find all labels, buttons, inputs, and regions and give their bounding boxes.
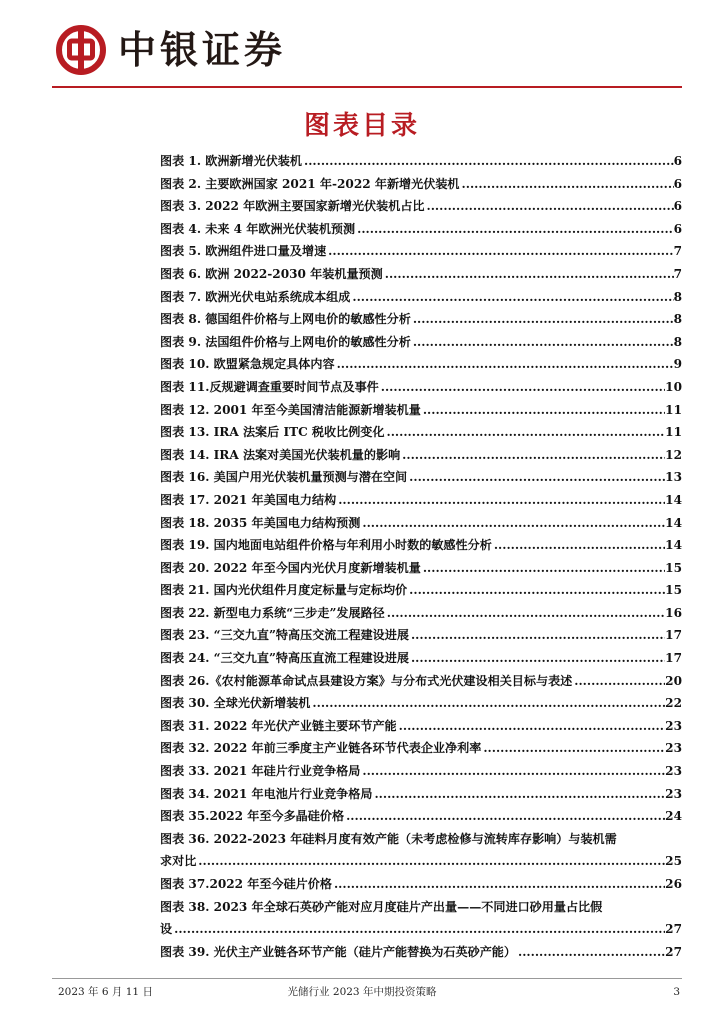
toc-entry[interactable] [160,873,682,896]
toc-entry-page: 26 [665,877,682,891]
toc-entry-text: 图表 26.《农村能源革命试点县建设方案》与分布式光伏建设相关目标与表述 [160,673,573,688]
toc-entry-page: 27 [665,922,682,937]
toc-entry[interactable] [160,534,682,557]
toc-entry[interactable] [160,579,682,602]
toc-entry[interactable] [160,670,682,693]
toc-entry-page: 15 [665,583,682,598]
toc-entry[interactable] [160,466,682,489]
toc-dot-leader [355,218,673,241]
toc-entry-page: 10 [665,379,682,394]
toc-entry-text: 图表 1. 欧洲新增光伏装机 [160,154,302,168]
toc-entry-page: 13 [665,470,682,485]
toc-dot-leader [335,353,674,376]
toc-dot-leader [411,331,674,354]
toc-entry-text: 图表 19. 国内地面电站组件价格与年利用小时数的敏感性分析 [160,538,492,553]
toc-entry[interactable] [160,286,682,309]
toc-dot-leader [409,624,665,647]
toc-entry-page: 14 [665,515,682,530]
toc-entry[interactable] [160,692,682,715]
toc-dot-leader [516,941,665,964]
toc-dot-leader [360,512,665,535]
toc-dot-leader [379,376,665,399]
toc-entry-page: 23 [665,718,682,733]
toc-entry-page: 6 [673,199,682,214]
toc-entry[interactable] [160,218,682,241]
toc-entry-page: 22 [665,696,682,711]
toc-dot-leader [360,760,665,783]
toc-entry-text: 图表 32. 2022 年前三季度主产业链各环节代表企业净利率 [160,741,482,756]
brand-name: 中银证券 [118,28,287,72]
toc-entry-text: 图表 35.2022 年至今多晶硅价格 [160,809,345,824]
toc-entry-page: 11 [665,425,682,440]
toc-dot-leader [407,579,665,602]
toc-entry[interactable] [160,647,682,670]
toc-entry-page: 23 [665,741,682,756]
toc-dot-leader [326,240,673,263]
toc-entry[interactable] [160,896,682,941]
toc-entry-page: 23 [665,786,682,801]
toc-dot-leader [421,399,665,422]
toc-entry-text: 图表 11.反规避调查重要时间节点及事件 [160,379,379,394]
toc-entry-text: 图表 18. 2035 年美国电力结构预测 [160,515,361,530]
toc-entry[interactable] [160,331,682,354]
toc-entry-page: 17 [665,651,682,666]
toc-entry[interactable] [160,557,682,580]
toc-entry-text-continued: 求对比 [160,854,197,869]
toc-entry[interactable] [160,173,682,196]
toc-entry[interactable] [160,624,682,647]
toc-entry-page: 14 [665,492,682,507]
toc-dot-leader [196,850,665,873]
toc-entry-text: 图表 30. 全球光伏新增装机 [160,696,311,711]
toc-dot-leader [344,805,665,828]
toc-dot-leader [302,150,674,173]
toc-entry-page: 17 [665,628,682,643]
toc-dot-leader [492,534,665,557]
toc-entry[interactable] [160,512,682,535]
toc-entry-text: 图表 22. 新型电力系统“三步走”发展路径 [160,605,385,620]
toc-entry[interactable] [160,263,682,286]
toc-entry-text: 图表 12. 2001 年至今美国清洁能源新增装机量 [160,402,421,417]
toc-entry-text: 图表 21. 国内光伏组件月度定标量与定标均价 [160,583,408,598]
footer-report-title: 光储行业 2023 年中期投资策略 [287,986,437,998]
toc-entry-text: 图表 17. 2021 年美国电力结构 [160,492,337,507]
toc-entry-text: 图表 7. 欧洲光伏电站系统成本组成 [160,289,351,304]
toc-entry[interactable] [160,240,682,263]
toc-entry-text: 图表 36. 2022-2023 年硅料月度有效产能（未考虑检修与流转库存影响）与装机需 [160,831,617,846]
figure-toc-list [160,150,682,963]
toc-entry[interactable] [160,308,682,331]
toc-entry[interactable] [160,737,682,760]
toc-entry-page: 24 [665,809,682,824]
toc-dot-leader [350,286,673,309]
toc-entry-text: 图表 4. 未来 4 年欧洲光伏装机预测 [160,221,356,236]
toc-entry-text: 图表 38. 2023 年全球石英砂产能对应月度硅片产出量——不同进口砂用量占比假 [160,899,603,914]
toc-entry-page: 8 [673,312,682,327]
toc-entry[interactable] [160,399,682,422]
toc-dot-leader [383,263,674,286]
toc-entry[interactable] [160,602,682,625]
page-header [52,22,692,78]
toc-dot-leader [409,647,665,670]
toc-entry-text: 图表 24. “三交九直”特高压直流工程建设进展 [160,651,409,666]
toc-entry[interactable] [160,783,682,806]
toc-dot-leader [481,737,665,760]
toc-dot-leader [310,692,665,715]
toc-entry-text: 图表 13. IRA 法案后 ITC 税收比例变化 [160,425,385,440]
toc-entry-page: 8 [673,289,682,304]
toc-entry-text: 图表 34. 2021 年电池片行业竞争格局 [160,786,373,801]
toc-entry-page: 25 [665,854,682,869]
toc-dot-leader [332,873,665,896]
toc-entry[interactable] [160,760,682,783]
toc-entry-page: 12 [665,447,682,462]
toc-title: 图表目录 [303,111,420,141]
toc-entry[interactable] [160,444,682,467]
toc-entry-page: 8 [673,334,682,349]
toc-entry-page: 11 [665,402,682,417]
toc-entry-page: 14 [665,538,682,553]
toc-entry-text: 图表 6. 欧洲 2022-2030 年装机量预测 [160,266,383,281]
toc-dot-leader [407,466,665,489]
toc-entry-page: 23 [665,764,682,779]
toc-entry[interactable] [160,828,682,873]
toc-entry-text: 图表 16. 美国户用光伏装机量预测与潜在空间 [160,470,408,485]
toc-entry-text: 图表 23. “三交九直”特高压交流工程建设进展 [160,628,409,643]
toc-entry[interactable] [160,353,682,376]
toc-entry-text: 图表 39. 光伏主产业链各环节产能（硅片产能替换为石英砂产能） [160,944,516,959]
toc-entry[interactable] [160,376,682,399]
toc-entry[interactable] [160,805,682,828]
toc-entry-page: 7 [673,266,682,281]
footer-page-number: 3 [673,986,680,998]
toc-entry[interactable] [160,150,682,173]
toc-entry-text-continued: 设 [160,922,173,937]
bank-of-china-logo-icon [55,24,107,76]
toc-entry-text: 图表 14. IRA 法案对美国光伏装机量的影响 [160,447,401,462]
toc-entry-page: 6 [673,154,682,168]
toc-dot-leader [172,918,665,941]
toc-entry-text: 图表 20. 2022 年至今国内光伏月度新增装机量 [160,560,421,575]
toc-entry-text: 图表 10. 欧盟紧急规定具体内容 [160,357,335,372]
toc-entry-text: 图表 2. 主要欧洲国家 2021 年-2022 年新增光伏装机 [160,176,460,191]
toc-dot-leader [400,444,665,467]
toc-dot-leader [385,602,665,625]
toc-entry-text: 图表 33. 2021 年硅片行业竞争格局 [160,764,361,779]
toc-entry[interactable] [160,421,682,444]
toc-entry-text: 图表 31. 2022 年光伏产业链主要环节产能 [160,718,397,733]
toc-dot-leader [421,557,665,580]
toc-entry-page: 9 [673,357,682,372]
footer-date: 2023 年 6 月 11 日 [58,986,153,998]
footer-divider [52,978,682,979]
toc-entry-page: 15 [665,560,682,575]
header-divider [52,86,682,88]
toc-entry-page: 16 [665,605,682,620]
toc-entry-page: 6 [673,221,682,236]
toc-dot-leader [411,308,674,331]
toc-dot-leader [397,715,666,738]
toc-entry-page: 27 [665,944,682,959]
toc-entry-text: 图表 5. 欧洲组件进口量及增速 [160,244,327,259]
toc-entry[interactable] [160,195,682,218]
toc-entry-text: 图表 37.2022 年至今硅片价格 [160,877,332,891]
toc-entry[interactable] [160,715,682,738]
toc-dot-leader [372,783,665,806]
toc-dot-leader [385,421,666,444]
toc-entry[interactable] [160,941,682,964]
toc-dot-leader [336,489,665,512]
toc-dot-leader [425,195,674,218]
toc-entry-page: 7 [673,244,682,259]
toc-dot-leader [460,173,674,196]
toc-dot-leader [572,670,665,693]
toc-entry-text: 图表 3. 2022 年欧洲主要国家新增光伏装机占比 [160,199,425,214]
toc-entry-page: 6 [673,176,682,191]
toc-entry[interactable] [160,489,682,512]
toc-entry-text: 图表 8. 德国组件价格与上网电价的敏感性分析 [160,312,411,327]
toc-entry-text: 图表 9. 法国组件价格与上网电价的敏感性分析 [160,334,411,349]
toc-entry-page: 20 [665,673,682,688]
